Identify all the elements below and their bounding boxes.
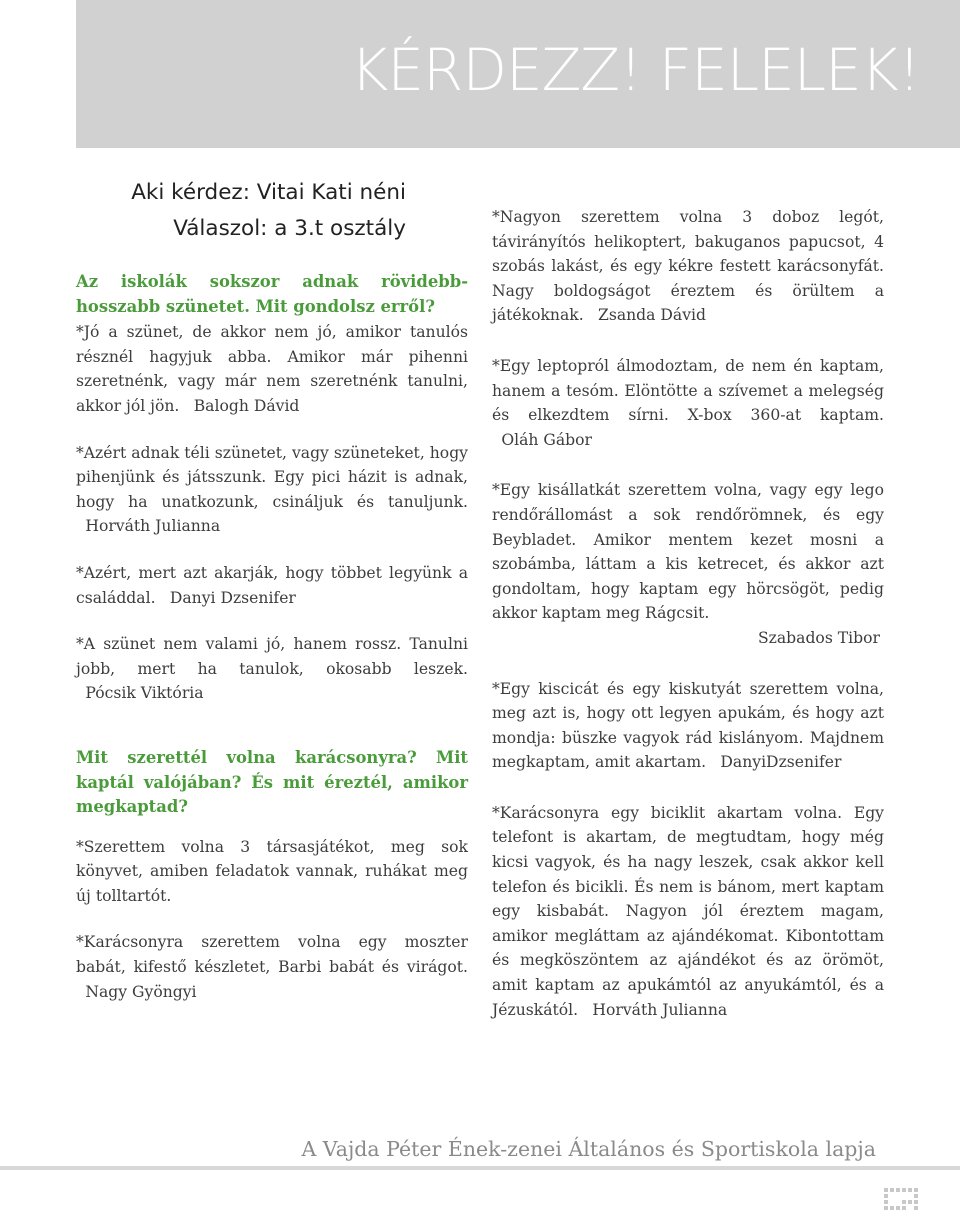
page-number-icon <box>882 1186 922 1214</box>
answer-tarsasjatek: *Szerettem volna 3 társasjátékot, meg sok könyvet, amiben feladatok vannak, ruhákat meg új tolltartót. <box>76 837 468 905</box>
answer-horvath <box>76 441 468 539</box>
answer-nagy <box>76 930 468 1004</box>
answer-signature: Nagy Gyöngyi <box>85 982 197 1001</box>
answer-danyi <box>76 561 468 610</box>
answer-text: *Jó a szünet, de akkor nem jó, amikor tanulós résznél hagyjuk abba. Amikor már pihenni szeretnénk, vagy már nem szeretnénk tanulni, akkor jól jön. <box>76 323 468 415</box>
answer-signature: Szabados Tibor <box>757 628 880 647</box>
answer-danyi-2 <box>492 677 884 775</box>
answer-signature: Oláh Gábor <box>501 430 593 449</box>
answer-horvath-2 <box>492 801 884 1022</box>
answer-pocsik <box>76 632 468 706</box>
answer-balogh <box>76 320 468 418</box>
footer-divider <box>0 1166 960 1170</box>
answerer-line: Válaszol: a 3.t osztály <box>173 216 406 241</box>
question-2: Mit szerettél volna karácsonyra? Mit kaptál valójában? És mit éreztél, amikor megkaptad? <box>76 747 468 817</box>
answer-signature: Balogh Dávid <box>193 396 300 415</box>
question-1: Az iskolák sokszor adnak rövidebb-hosszabb szünetet. Mit gondolsz erről? <box>76 272 468 316</box>
answer-text: *Karácsonyra egy biciklit akartam volna. Egy telefont is akartam, de megtudtam, hogy még kicsi vagyok, és ha nagy leszek, csak akkor kell telefon és bicikli. És nem is bánom, mert kaptam egy kisbabát. Nagyon jól éreztem magam, amikor megláttam az ajándékomat. Kibontottam és megköszöntem az ajándékot és az örömöt, amit kaptam az apukámtól az anyukámtól, és a Jézuskától. <box>492 803 884 1019</box>
footer-publication: A Vajda Péter Ének-zenei Általános és Sportiskola lapja <box>301 1137 876 1161</box>
answer-signature: Horváth Julianna <box>592 1000 728 1019</box>
answer-signature: Zsanda Dávid <box>598 306 706 325</box>
answer-text: *Karácsonyra szerettem volna egy moszter babát, kifestő készletet, Barbi babát és virágot. <box>76 933 468 977</box>
answer-szabados <box>492 478 884 650</box>
answer-text: *Egy kiscicát és egy kiskutyát szerettem volna, meg azt is, hogy ott legyen apukám, és hogy azt mondja: büszke vagyok rád kislányom. Majdnem megkaptam, amit akartam. <box>492 679 884 772</box>
answer-text: *A szünet nem valami jó, hanem rossz. Tanulni jobb, mert ha tanulok, okosabb leszek. <box>76 635 468 678</box>
answer-zsanda <box>492 205 884 328</box>
answer-signature: DanyiDzsenifer <box>720 753 842 772</box>
answer-text: *Nagyon szerettem volna 3 doboz legót, távirányítós helikoptert, bakuganos papucsot, 4 szobás lakást, és egy kékre festett karácsonyfát. Nagy boldogságot éreztem és örültem a játékoknak. <box>492 208 884 325</box>
answer-text: *Egy kisállatkát szerettem volna, vagy egy lego rendőrállomást a sok rendőrömnek, és egy Beybladet. Amikor mentem kezet mosni a szobámba, láttam a kis ketrecet, és akkor azt gondoltam, hogy kaptam egy hörcsögöt, pedig akkor kaptam meg Rágcsit. <box>492 481 884 623</box>
left-column <box>76 270 468 1004</box>
asker-line: Aki kérdez: Vitai Kati néni <box>131 180 406 205</box>
right-column <box>492 205 884 1022</box>
answer-olah <box>492 354 884 452</box>
answer-text: *Azért, mert azt akarják, hogy többet legyünk a családdal. <box>76 563 468 607</box>
answer-signature: Pócsik Viktória <box>85 684 204 703</box>
page-title: KÉRDEZZ! FELELEK! <box>350 36 920 104</box>
answer-signature: Danyi Dzsenifer <box>169 588 296 607</box>
answer-text: *Egy leptopról álmodoztam, de nem én kaptam, hanem a tesóm. Elöntötte a szívemet a melegség és elkezdtem sírni. X-box 360-at kaptam. <box>492 356 884 425</box>
answer-text: *Azért adnak téli szünetet, vagy szüneteket, hogy pihenjünk és játsszunk. Egy pici házit is adnak, hogy ha unatkozunk, csináljuk és tanuljunk. <box>76 443 468 511</box>
answer-signature: Horváth Julianna <box>85 517 221 536</box>
header-banner <box>76 0 960 148</box>
